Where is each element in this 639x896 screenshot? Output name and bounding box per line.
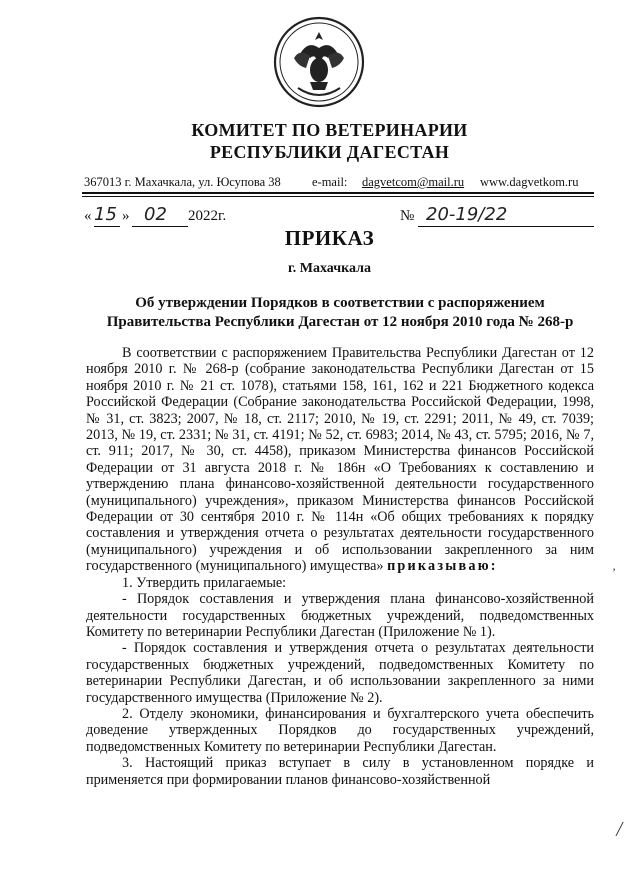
- paragraph-item-3: 3. Настоящий приказ вступает в силу в установленном порядке и применяется при формировании планов финансово-хозяйственной: [86, 755, 594, 788]
- date-quote-close: »: [122, 208, 130, 224]
- email-link[interactable]: dagvetcom@mail.ru: [362, 175, 465, 189]
- paragraph-preamble: [86, 345, 594, 575]
- date-day-handwritten: 15: [94, 204, 117, 225]
- email-label: e-mail:: [312, 175, 348, 189]
- coat-of-arms-emblem: [270, 12, 368, 112]
- command-word: приказываю:: [387, 558, 498, 575]
- date-quote-open: «: [84, 208, 92, 224]
- header-divider-thin: [82, 196, 594, 197]
- paragraph-item-1b: - Порядок составления и утверждения отчета о результатах деятельности государственных бюджетных учреждений, подведомственных Комитету по ветеринарии Республики Дагестан, и об использовании закрепленного за ними государственного имущества (Приложение № 2).: [86, 640, 594, 706]
- preamble-text: В соответствии с распоряжением Правительства Республики Дагестан от 12 ноября 2010 г. № 268-р (собрание законодательства Республики Дагестан от 15 ноября 2010 г. № 21 ст. 1078), статьями 158, 161, 162 и 221 Бюджетного кодекса Российской Федерации (Собрание законодательства Российской Федерации, 1998, № 31, ст. 3823; 2007, № 18, ст. 2117; 2010, № 19, ст. 2291; 2011, № 49, ст. 7039; 2013, № 19, ст. 2331; № 31, ст. 4191; № 52, ст. 6983; 2014, № 43, ст. 5795; 2016, № 7, ст. 911; 2017, № 30, ст. 4458), приказом Министерства финансов Российской Федерации от 31 августа 2018 г. № 186н «О Требованиях к составлению и утверждению плана финансово-хозяйственной деятельности государственного (муниципального) учреждения», приказом Министерства финансов Российской Федерации от 30 сентября 2010 г. № 114н «Об общих требованиях к порядку составления и утверждения отчета о результатах деятельности государственного (муниципального) учреждения и об использовании закрепленного за ним государственного (муниципального) имущества»: [86, 345, 594, 575]
- date-year: 2022г.: [188, 208, 227, 224]
- paragraph-item-1: 1. Утвердить прилагаемые:: [122, 574, 287, 591]
- date-month-handwritten: 02: [144, 204, 167, 225]
- header-divider-thick: [82, 192, 594, 194]
- scan-mark-right: ’: [612, 565, 616, 579]
- document-body: [86, 345, 594, 788]
- document-subject: [90, 294, 590, 332]
- website-link[interactable]: www.dagvetkom.ru: [480, 175, 579, 189]
- order-number-handwritten: 20-19/22: [426, 204, 508, 225]
- order-number-label: №: [400, 208, 415, 224]
- paragraph-item-2: 2. Отделу экономики, финансирования и бухгалтерского учета обеспечить доведение утвержденных Порядков до государственных учреждений, подведомственных Комитету по ветеринарии Республики Дагестан.: [86, 705, 594, 755]
- organization-name-line2: РЕСПУБЛИКИ ДАГЕСТАН: [209, 142, 450, 162]
- subject-line1: Об утверждении Порядков в соответствии с распоряжением: [135, 295, 545, 311]
- document-title: ПРИКАЗ: [284, 226, 375, 250]
- document-city: г. Махачкала: [288, 261, 371, 276]
- scan-mark-bottom: ╱: [616, 822, 624, 836]
- address: 367013 г. Махачкала, ул. Юсупова 38: [84, 175, 281, 189]
- paragraph-item-1a: - Порядок составления и утверждения плана финансово-хозяйственной деятельности государственных бюджетных учреждений, подведомственных Комитету по ветеринарии Республики Дагестан (Приложение № 1).: [86, 591, 594, 640]
- subject-line2: Правительства Республики Дагестан от 12 ноября 2010 года № 268-р: [106, 314, 574, 330]
- organization-name-line1: КОМИТЕТ ПО ВЕТЕРИНАРИИ: [191, 120, 468, 140]
